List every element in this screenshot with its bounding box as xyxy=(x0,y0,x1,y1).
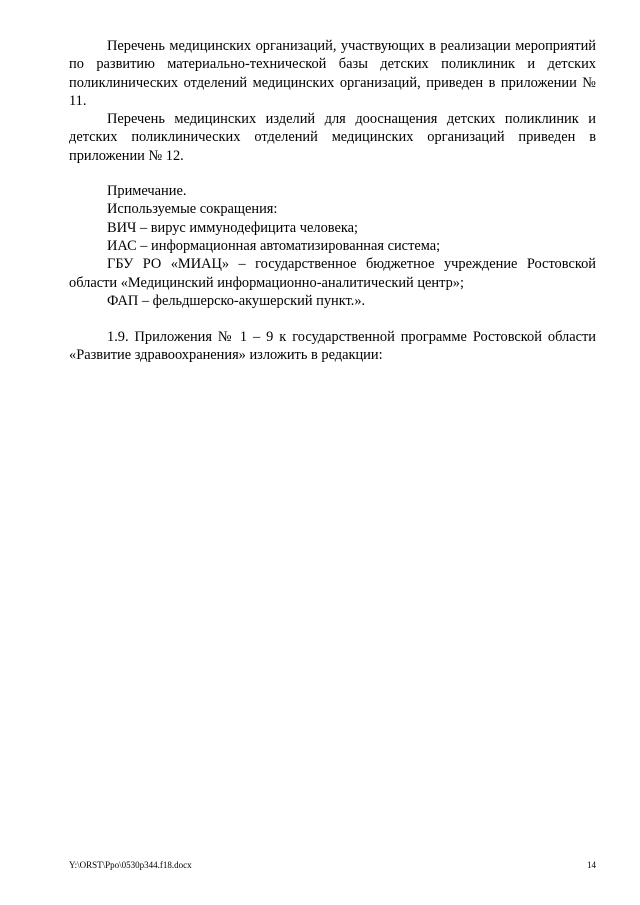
spacer xyxy=(69,165,596,182)
abbreviation-item: ИАС – информационная автоматизированная система; xyxy=(107,237,441,254)
paragraph-medical-devices: Перечень медицинских изделий для дооснащения детских поликлиник и детских поликлинических отделений медицинских организаций приведен в приложении № 12. xyxy=(69,111,596,164)
page-number: 14 xyxy=(587,860,596,870)
abbreviation-item: ГБУ РО «МИАЦ» – государственное бюджетное учреждение Ростовской области «Медицинский информационно-аналитический центр»; xyxy=(69,256,596,291)
section-1-9-text: 1.9. Приложения № 1 – 9 к государственной программе Ростовской области «Развитие здравоохранения» изложить в редакции: xyxy=(69,329,596,364)
abbreviation-item: ВИЧ – вирус иммунодефицита человека; xyxy=(107,219,359,236)
abbreviations-intro: Используемые сокращения: xyxy=(107,201,278,218)
spacer xyxy=(69,310,596,328)
note-title: Примечание. xyxy=(107,183,187,200)
abbreviation-item: ФАП – фельдшерско-акушерский пункт.». xyxy=(107,292,366,309)
footer-file-path: Y:\ORST\Ppo\0530p344.f18.docx xyxy=(69,860,192,870)
paragraph-medical-organizations: Перечень медицинских организаций, участвующих в реализации мероприятий по развитию материально-технической базы детских поликлиник и детских поликлинических отделений медицинских организаций, приведен в приложении № 11. xyxy=(69,38,596,109)
document-body xyxy=(69,37,596,365)
